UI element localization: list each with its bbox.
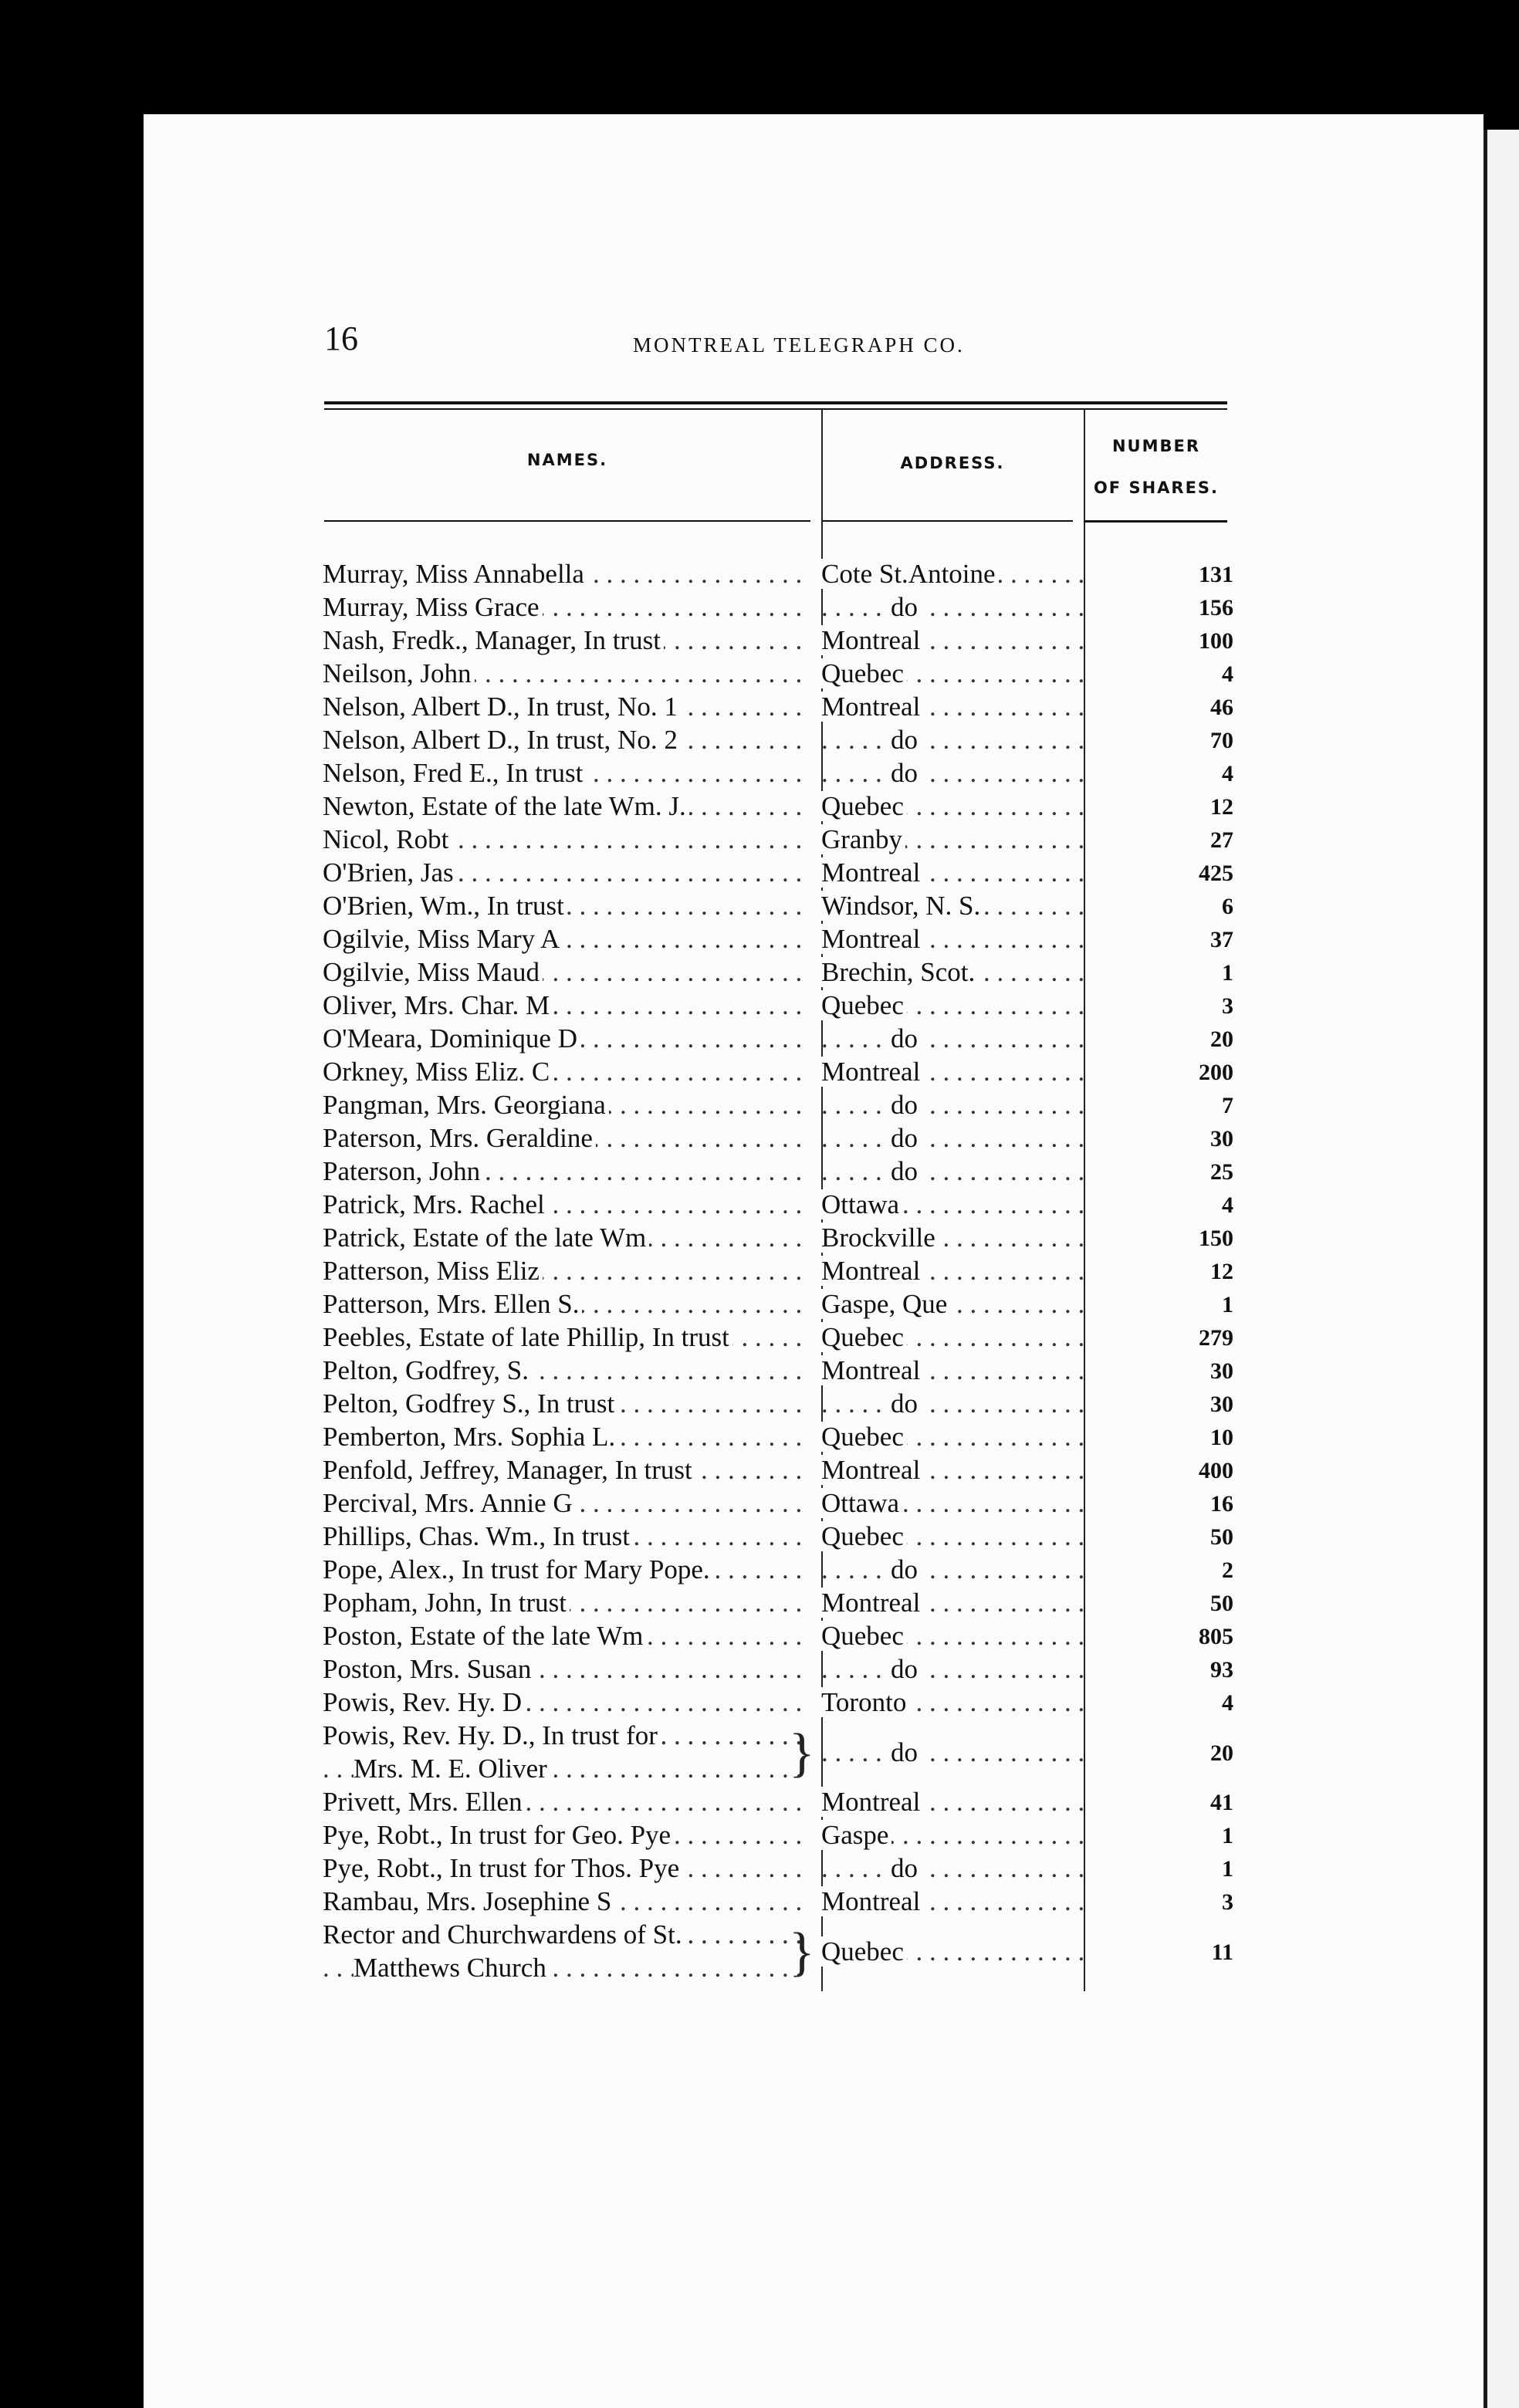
shareholder-name: Newton, Estate of the late Wm. J. . . . [323,791,809,822]
table-row [323,1189,1233,1223]
share-count: 425 [1199,861,1233,886]
share-count: 70 [1210,728,1233,753]
table-row [323,1687,1233,1720]
shareholder-name: Patrick, Estate of the late Wm . . . [323,1223,809,1253]
table-row [323,1123,1233,1156]
share-count: 4 [1222,761,1233,786]
share-count: 12 [1210,1259,1233,1284]
table-row [323,1654,1233,1687]
shareholder-address: Montreal . . . [821,924,1084,955]
table-row [323,559,1233,592]
shareholder-address: Gaspe . . . [821,1820,1084,1851]
shareholder-address: Quebec . . . [821,1521,1084,1552]
shareholder-address: Montreal . . . [821,1455,1084,1486]
shareholder-name: Phillips, Chas. Wm., In trust . . . [323,1521,809,1552]
shareholder-name: Oliver, Mrs. Char. M . . . [323,990,809,1021]
header-address: ADDRESS. [900,454,1005,472]
share-count: 100 [1199,628,1233,654]
shareholder-name: Pemberton, Mrs. Sophia L. . . . [323,1422,809,1453]
table-row [323,1388,1233,1422]
page-number: 16 [324,320,358,357]
shareholder-table [323,559,1233,1986]
shareholder-name: Patterson, Miss Eliz . . . [323,1256,809,1287]
running-head: MONTREAL TELEGRAPH CO. [633,333,965,357]
shareholder-name: Pelton, Godfrey, S. . . . [323,1355,809,1386]
share-count: 46 [1210,695,1233,720]
shareholder-address: Montreal . . . [821,1057,1084,1087]
shareholder-name: Orkney, Miss Eliz. C . . . [323,1057,809,1087]
shares-underline [1084,520,1227,523]
shareholder-address: Quebec . . . [821,791,1084,822]
facing-page-edge [1483,130,1519,2408]
shareholder-address: Montreal . . . [821,1588,1084,1618]
shareholder-name: Paterson, Mrs. Geraldine . . . [323,1123,809,1154]
shareholder-address: Ottawa . . . [821,1488,1084,1519]
table-row [323,1621,1233,1654]
shareholder-name: Nelson, Fred E., In trust . . . [323,758,809,789]
shareholder-name: Poston, Mrs. Susan . . . [323,1654,809,1685]
share-count: 93 [1210,1657,1233,1683]
share-count: 400 [1199,1458,1233,1483]
shareholder-name: Ogilvie, Miss Maud . . . [323,957,809,988]
shareholder-address: Montreal . . . [821,692,1084,722]
share-count: 16 [1210,1491,1233,1517]
share-count: 4 [1222,1192,1233,1218]
table-row [323,1886,1233,1919]
share-count: 25 [1210,1159,1233,1185]
shareholder-address: Brechin, Scot. . . . [821,957,1084,988]
share-count: 30 [1210,1392,1233,1417]
share-count: 37 [1210,927,1233,952]
shareholder-address: Quebec . . . [821,658,1084,689]
table-row [323,791,1233,824]
share-count: 1 [1222,1292,1233,1317]
shareholder-address: do . . . [821,1123,1084,1154]
shareholder-name: Nicol, Robt . . . [323,824,809,855]
share-count: 50 [1210,1591,1233,1616]
shareholder-address: Brockville . . . [821,1223,1084,1253]
table-row [323,758,1233,791]
shareholder-name: Percival, Mrs. Annie G . . . [323,1488,809,1519]
address-underline [821,520,1073,522]
shareholder-address: Windsor, N. S. . . . [821,891,1084,922]
table-row [323,891,1233,924]
shareholder-name: Pelton, Godfrey S., In trust . . . [323,1388,809,1419]
share-count: 11 [1211,1940,1233,1965]
header-names: NAMES. [526,451,608,469]
shareholder-address: do . . . [821,1737,1084,1768]
shareholder-address: Montreal . . . [821,625,1084,656]
table-row [323,1853,1233,1886]
share-count: 131 [1199,562,1233,587]
table-row [323,692,1233,725]
table-row [323,725,1233,758]
share-count: 279 [1199,1325,1233,1351]
shareholder-name: Neilson, John . . . [323,658,809,689]
share-count: 7 [1222,1093,1233,1118]
table-row [323,1256,1233,1289]
table-row [323,1720,1233,1787]
table-row [323,1455,1233,1488]
shareholder-address: do . . . [821,1388,1084,1419]
share-count: 200 [1199,1060,1233,1085]
shareholder-address: do . . . [821,1654,1084,1685]
shareholder-name: Penfold, Jeffrey, Manager, In trust . . . [323,1455,809,1486]
shareholder-name: Pope, Alex., In trust for Mary Pope. . . . [323,1554,809,1585]
header-shares-line1: NUMBER [1111,437,1201,455]
shareholder-address: do . . . [821,1554,1084,1585]
shareholder-name: Paterson, John . . . [323,1156,809,1187]
shareholder-address: Cote St.Antoine . . . [821,559,1084,590]
shareholder-address: Quebec . . . [821,1422,1084,1453]
shareholder-name: Pye, Robt., In trust for Thos. Pye . . . [323,1853,809,1884]
share-count: 6 [1222,894,1233,919]
table-row [323,1023,1233,1057]
shareholder-name: Patrick, Mrs. Rachel . . . [323,1189,809,1220]
shareholder-address: do . . . [821,1023,1084,1054]
share-count: 4 [1222,661,1233,687]
shareholder-address: do . . . [821,758,1084,789]
share-count: 41 [1210,1790,1233,1815]
table-row [323,1919,1233,1986]
table-row [323,1355,1233,1388]
shareholder-address: do . . . [821,1853,1084,1884]
names-underline [324,520,810,522]
table-row [323,924,1233,957]
shareholder-address: Granby . . . [821,824,1084,855]
shareholder-name: Murray, Miss Annabella . . . [323,559,809,590]
share-count: 4 [1222,1690,1233,1716]
share-count: 20 [1210,1740,1233,1766]
table-row [323,990,1233,1023]
table-row [323,592,1233,625]
header-rule-top [324,401,1227,404]
shareholder-address: do . . . [821,1156,1084,1187]
share-count: 12 [1210,794,1233,820]
table-row [323,625,1233,658]
shareholder-name: O'Brien, Wm., In trust . . . [323,891,809,922]
shareholder-address: do . . . [821,725,1084,756]
shareholder-address: Quebec . . . [821,1322,1084,1353]
table-row [323,824,1233,857]
table-row [323,1057,1233,1090]
table-row [323,1488,1233,1521]
shareholder-name: O'Meara, Dominique D . . . [323,1023,809,1054]
table-row [323,658,1233,692]
table-row [323,1820,1233,1853]
share-count: 1 [1222,1823,1233,1848]
table-row [323,1554,1233,1588]
shareholder-name: Ogilvie, Miss Mary A . . . [323,924,809,955]
shareholder-address: Montreal . . . [821,1256,1084,1287]
shareholder-name: Rambau, Mrs. Josephine S . . . [323,1886,809,1917]
share-count: 2 [1222,1557,1233,1583]
share-count: 3 [1222,993,1233,1019]
shareholder-name: Privett, Mrs. Ellen . . . [323,1787,809,1818]
shareholder-name: Patterson, Mrs. Ellen S. . . . [323,1289,809,1320]
shareholder-address: Montreal . . . [821,857,1084,888]
share-count: 156 [1199,595,1233,621]
share-count: 20 [1210,1026,1233,1052]
shareholder-name: Peebles, Estate of late Phillip, In trust . . . [323,1322,809,1353]
brace-mark: } [786,1723,818,1784]
share-count: 10 [1210,1425,1233,1450]
shareholder-name: Powis, Rev. Hy. D . . . [323,1687,809,1718]
table-row [323,1521,1233,1554]
shareholder-name: Popham, John, In trust . . . [323,1588,809,1618]
table-row [323,957,1233,990]
share-count: 1 [1222,1856,1233,1882]
shareholder-address: Quebec . . . [821,1621,1084,1652]
shareholder-address: Toronto . . . [821,1687,1084,1718]
shareholder-address: do . . . [821,1090,1084,1121]
shareholder-address: Ottawa . . . [821,1189,1084,1220]
table-row [323,1322,1233,1355]
shareholder-name: Poston, Estate of the late Wm . . . [323,1621,809,1652]
shareholder-name: Nash, Fredk., Manager, In trust . . . [323,625,809,656]
shareholder-name: O'Brien, Jas . . . [323,857,809,888]
shareholder-name: Murray, Miss Grace . . . [323,592,809,623]
shareholder-address: Montreal . . . [821,1355,1084,1386]
header-shares-line2: OF SHARES. [1093,479,1220,497]
shareholder-name: Nelson, Albert D., In trust, No. 2 . . . [323,725,809,756]
shareholder-address: Montreal . . . [821,1787,1084,1818]
header-rule-second [324,408,1227,410]
shareholder-address: Quebec . . . [821,990,1084,1021]
share-count: 3 [1222,1889,1233,1915]
shareholder-address: Quebec . . . [821,1936,1084,1967]
shareholder-name: Pangman, Mrs. Georgiana . . . [323,1090,809,1121]
shareholder-name: Nelson, Albert D., In trust, No. 1 . . . [323,692,809,722]
shareholder-address: Montreal . . . [821,1886,1084,1917]
share-count: 50 [1210,1524,1233,1550]
table-row [323,1787,1233,1820]
share-count: 30 [1210,1358,1233,1384]
brace-mark: } [786,1923,818,1983]
shareholder-name: Rector and Churchwardens of St. . . . Matthews Church . . . . . . [323,1919,809,1986]
shareholder-name: Powis, Rev. Hy. D., In trust for . . . Mrs. M. E. Oliver . . . . . . [323,1720,809,1787]
share-count: 1 [1222,960,1233,986]
shareholder-address: do . . . [821,592,1084,623]
table-row [323,1289,1233,1322]
table-row [323,1156,1233,1189]
table-row [323,857,1233,891]
shareholder-address: Gaspe, Que . . . [821,1289,1084,1320]
table-row [323,1090,1233,1123]
share-count: 805 [1199,1624,1233,1649]
table-row [323,1422,1233,1455]
share-count: 150 [1199,1226,1233,1251]
share-count: 27 [1210,827,1233,853]
share-count: 30 [1210,1126,1233,1152]
table-row [323,1223,1233,1256]
shareholder-name: Pye, Robt., In trust for Geo. Pye . . . [323,1820,809,1851]
table-row [323,1588,1233,1621]
